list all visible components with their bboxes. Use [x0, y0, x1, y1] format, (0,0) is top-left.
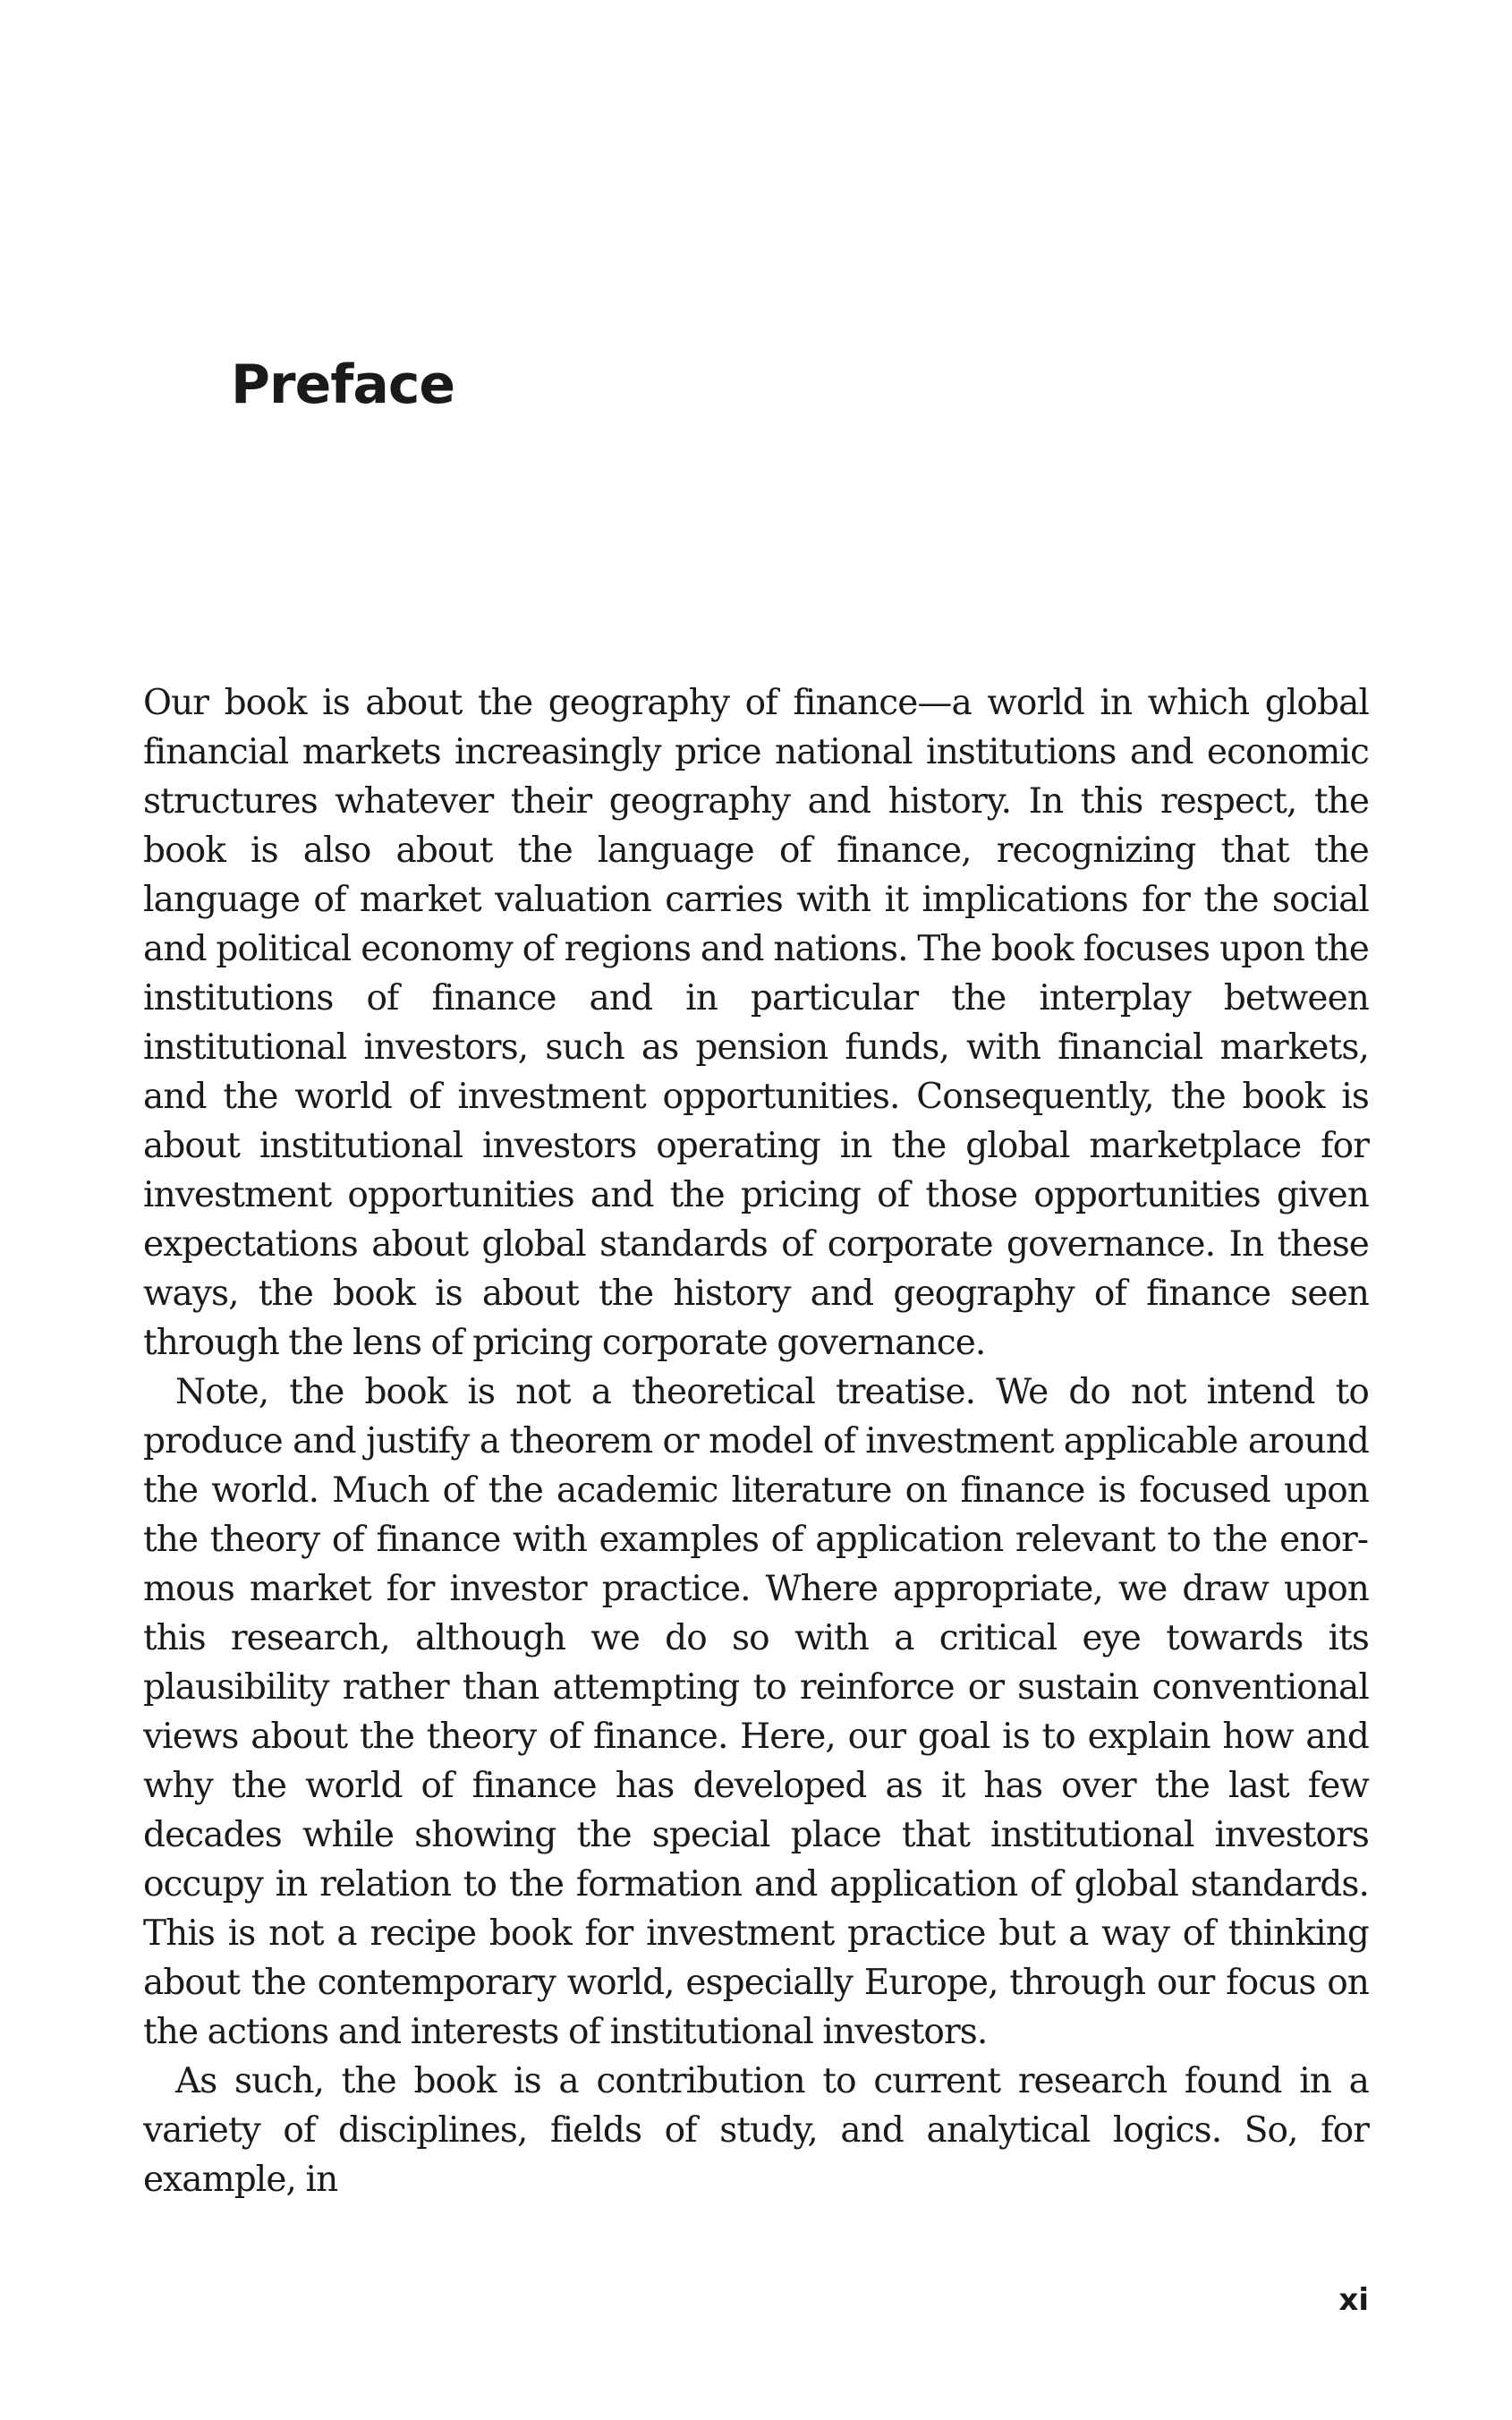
chapter-title: Preface	[231, 354, 455, 416]
page-number: xi	[1338, 2282, 1369, 2318]
paragraph-1: Our book is about the geography of finance—a world in which global financial markets increasingly price national institutions and economic structures whatever their geography and history. In this respect, the book is also about the language of finance, recognizing that the language of market valuation carries with it implications for the social and political economy of regions and nations. The book focuses upon the institutions of finance and in particular the interplay between institutional investors, such as pension funds, with financial markets, and the world of investment opportunities. Consequently, the book is about institutional investors operating in the global marketplace for investment opportunities and the pricing of those opportunities given expectations about global standards of corporate governance. In these ways, the book is about the history and geography of finance seen through the lens of pricing corporate governance.	[143, 683, 1369, 1363]
paragraph-2: Note, the book is not a theoretical treatise. We do not intend to produce and justify a theorem or model of investment applicable around the world. Much of the academic literature on finance is focused upon the theory of finance with examples of application relevant to the enormous market for investor practice. Where appropriate, we draw upon this research, although we do so with a critical eye towards its plausibility rather than attempting to reinforce or sustain conventional views about the theory of finance. Here, our goal is to explain how and why the world of finance has developed as it has over the last few decades while showing the special place that institutional investors occupy in relation to the formation and application of global standards. This is not a recipe book for investment practice but a way of thinking about the contemporary world, especially Europe, through our focus on the actions and interests of institutional investors.	[143, 1372, 1369, 2052]
preface-body	[143, 678, 1369, 2204]
paragraph-3: As such, the book is a contribution to current research found in a variety of disciplines, fields of study, and analytical logics. So, for example, in	[143, 2061, 1369, 2200]
